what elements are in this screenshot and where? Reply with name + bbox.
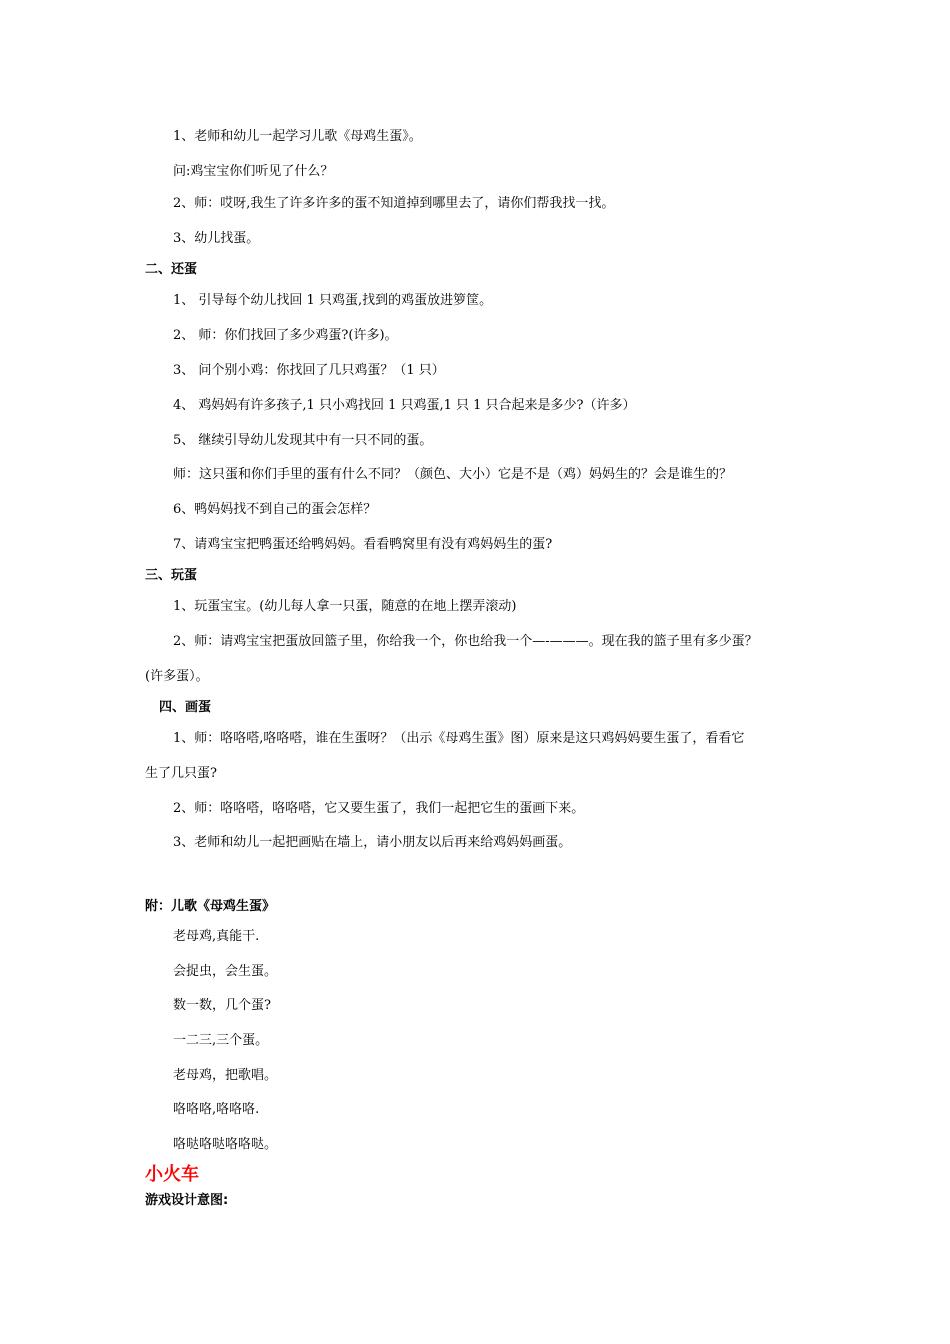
section1-item-3: 3、幼儿找蛋。 [173, 231, 260, 246]
section1-item-2: 2、师：哎呀,我生了许多许多的蛋不知道掉到哪里去了，请你们帮我找一找。 [173, 196, 615, 211]
rhyme-line-4: 一二三,三个蛋。 [173, 1033, 269, 1048]
section2-heading: 二、还蛋 [145, 262, 198, 277]
section4-item-3: 3、老师和幼儿一起把画贴在墙上，请小朋友以后再来给鸡妈妈画蛋。 [173, 835, 572, 850]
section2-item-3: 3、 问个别小鸡：你找回了几只鸡蛋？（1 只） [173, 363, 445, 378]
section4-item-2: 2、师：咯咯嗒，咯咯嗒，它又要生蛋了，我们一起把它生的蛋画下来。 [173, 801, 585, 816]
appendix-heading: 附：儿歌《母鸡生蛋》 [145, 899, 276, 914]
next-lesson-title: 小火车 [145, 1164, 199, 1185]
section1-item-1: 1、老师和幼儿一起学习儿歌《母鸡生蛋》。 [173, 129, 422, 144]
section4-item-1-continued: 生了几只蛋? [145, 766, 217, 781]
rhyme-line-3: 数一数，几个蛋? [173, 998, 271, 1013]
section1-question: 问:鸡宝宝你们听见了什么？ [173, 164, 334, 179]
section4-item-1: 1、师：咯咯嗒,咯咯嗒，谁在生蛋呀？（出示《母鸡生蛋》图）原来是这只鸡妈妈要生蛋了，看看它 [173, 731, 745, 746]
section2-item-5: 5、 继续引导幼儿发现其中有一只不同的蛋。 [173, 433, 433, 448]
section2-item-2: 2、 师：你们找回了多少鸡蛋?(许多)。 [173, 328, 398, 343]
rhyme-line-6: 咯咯咯,咯咯咯. [173, 1102, 260, 1117]
rhyme-line-1: 老母鸡,真能干. [173, 929, 260, 944]
section2-item-1: 1、 引导每个幼儿找回 1 只鸡蛋,找到的鸡蛋放进箩筐。 [173, 293, 493, 308]
section3-heading: 三、玩蛋 [145, 568, 198, 583]
section3-item-2: 2、师：请鸡宝宝把蛋放回篮子里，你给我一个，你也给我一个—-———。现在我的篮子里有多少蛋？ [173, 634, 758, 649]
section4-heading: 四、画蛋 [159, 700, 212, 715]
rhyme-line-5: 老母鸡，把歌唱。 [173, 1068, 278, 1083]
rhyme-line-7: 咯哒咯哒咯咯哒。 [173, 1137, 278, 1152]
section2-teacher-question: 师：这只蛋和你们手里的蛋有什么不同？（颜色、大小）它是不是（鸡）妈妈生的？会是谁生的？ [173, 467, 733, 482]
section2-item-7: 7、请鸡宝宝把鸭蛋还给鸭妈妈。看看鸭窝里有没有鸡妈妈生的蛋? [173, 537, 553, 552]
section3-item-1: 1、玩蛋宝宝。(幼儿每人拿一只蛋，随意的在地上摆弄滚动) [173, 599, 517, 614]
section2-item-4: 4、 鸡妈妈有许多孩子,1 只小鸡找回 1 只鸡蛋,1 只 1 只合起来是多少?（许多） [173, 398, 636, 413]
rhyme-line-2: 会捉虫，会生蛋。 [173, 964, 278, 979]
section3-item-2-continued: (许多蛋）。 [145, 669, 209, 684]
next-lesson-subheading: 游戏设计意图: [145, 1193, 229, 1208]
section2-item-6: 6、鸭妈妈找不到自己的蛋会怎样？ [173, 502, 377, 517]
